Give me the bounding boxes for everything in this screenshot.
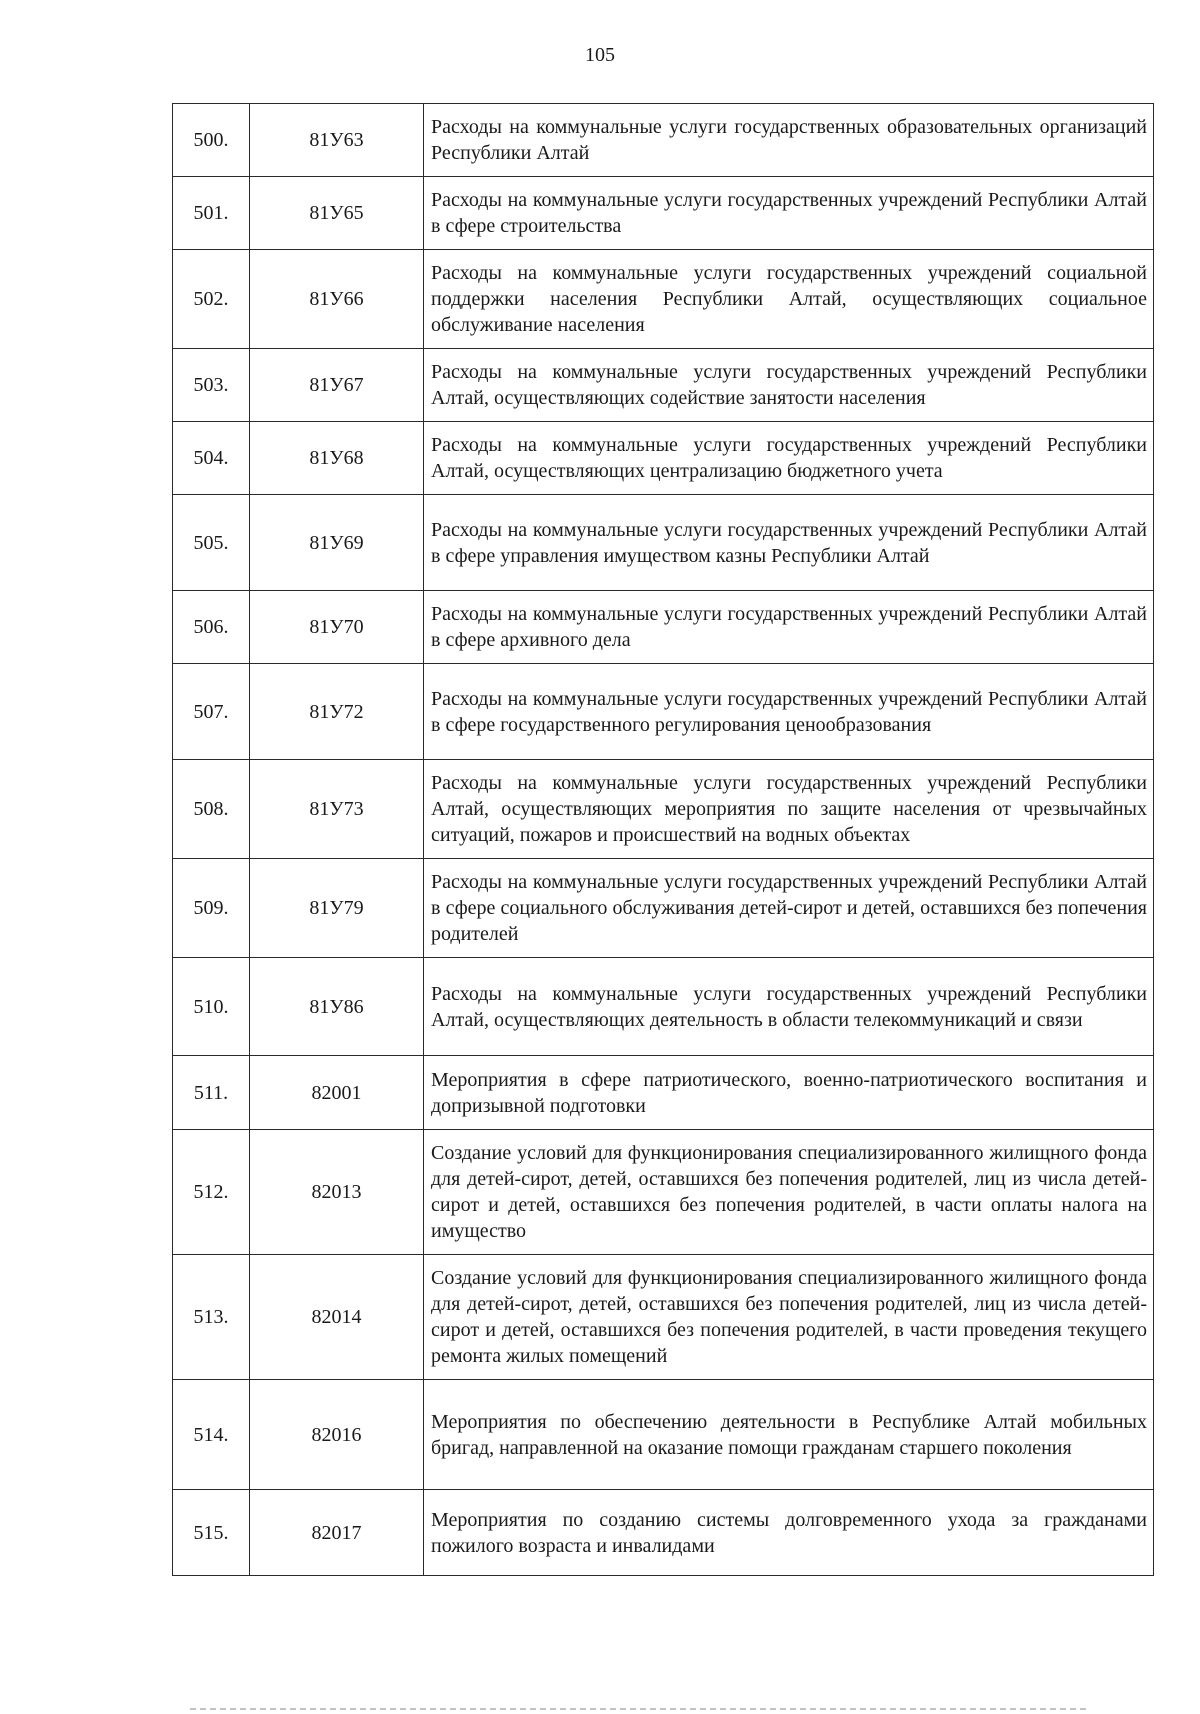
table-row	[173, 591, 1154, 664]
expense-description: Мероприятия по обеспечению деятельности в Республике Алтай мобильных бригад, направленной на оказание помощи гражданам старшего поколения	[424, 1380, 1154, 1490]
table-row	[173, 664, 1154, 760]
table-body	[173, 104, 1154, 1576]
row-number: 512.	[173, 1130, 250, 1255]
expense-code: 81У67	[250, 349, 424, 422]
table-row	[173, 1380, 1154, 1490]
budget-codes-table	[172, 103, 1154, 1576]
page-number: 105	[585, 44, 615, 66]
expense-code: 81У66	[250, 250, 424, 349]
table-row	[173, 177, 1154, 250]
row-number: 507.	[173, 664, 250, 760]
expense-code: 81У65	[250, 177, 424, 250]
row-number: 504.	[173, 422, 250, 495]
expense-description: Расходы на коммунальные услуги государственных учреждений Республики Алтай, осуществляющих содействие занятости населения	[424, 349, 1154, 422]
expense-code: 81У72	[250, 664, 424, 760]
table-row	[173, 958, 1154, 1056]
row-number: 508.	[173, 760, 250, 859]
expense-code: 81У73	[250, 760, 424, 859]
expense-code: 81У63	[250, 104, 424, 177]
row-number: 509.	[173, 859, 250, 958]
expense-description: Создание условий для функционирования специализированного жилищного фонда для детей-сирот, детей, оставшихся без попечения родителей, лиц из числа детей-сирот и детей, оставшихся без попечения родителей, в части проведения текущего ремонта жилых помещений	[424, 1255, 1154, 1380]
table-row	[173, 104, 1154, 177]
expense-code: 82017	[250, 1490, 424, 1576]
expense-code: 82001	[250, 1056, 424, 1130]
table-row	[173, 495, 1154, 591]
table-row	[173, 1056, 1154, 1130]
row-number: 515.	[173, 1490, 250, 1576]
row-number: 513.	[173, 1255, 250, 1380]
table-row	[173, 349, 1154, 422]
expense-code: 81У69	[250, 495, 424, 591]
table-row	[173, 250, 1154, 349]
table-row	[173, 1490, 1154, 1576]
expense-description: Расходы на коммунальные услуги государственных учреждений Республики Алтай в сфере государственного регулирования ценообразования	[424, 664, 1154, 760]
row-number: 506.	[173, 591, 250, 664]
table-row	[173, 859, 1154, 958]
expense-description: Расходы на коммунальные услуги государственных учреждений Республики Алтай в сфере управления имуществом казны Республики Алтай	[424, 495, 1154, 591]
row-number: 500.	[173, 104, 250, 177]
expense-description: Расходы на коммунальные услуги государственных учреждений Республики Алтай в сфере строительства	[424, 177, 1154, 250]
expense-description: Расходы на коммунальные услуги государственных учреждений Республики Алтай в сфере социального обслуживания детей-сирот и детей, оставшихся без попечения родителей	[424, 859, 1154, 958]
row-number: 514.	[173, 1380, 250, 1490]
row-number: 503.	[173, 349, 250, 422]
expense-description: Расходы на коммунальные услуги государственных образовательных организаций Республики Алтай	[424, 104, 1154, 177]
expense-description: Расходы на коммунальные услуги государственных учреждений социальной поддержки населения Республики Алтай, осуществляющих социальное обслуживание населения	[424, 250, 1154, 349]
expense-description: Расходы на коммунальные услуги государственных учреждений Республики Алтай в сфере архивного дела	[424, 591, 1154, 664]
row-number: 510.	[173, 958, 250, 1056]
expense-code: 82014	[250, 1255, 424, 1380]
expense-description: Мероприятия по созданию системы долговременного ухода за гражданами пожилого возраста и инвалидами	[424, 1490, 1154, 1576]
expense-code: 82016	[250, 1380, 424, 1490]
scan-artifact-line	[190, 1708, 1090, 1710]
table-row	[173, 422, 1154, 495]
expense-description: Создание условий для функционирования специализированного жилищного фонда для детей-сирот, детей, оставшихся без попечения родителей, лиц из числа детей-сирот и детей, оставшихся без попечения родителей, в части оплаты налога на имущество	[424, 1130, 1154, 1255]
table-row	[173, 1255, 1154, 1380]
expense-description: Расходы на коммунальные услуги государственных учреждений Республики Алтай, осуществляющих мероприятия по защите населения от чрезвычайных ситуаций, пожаров и происшествий на водных объектах	[424, 760, 1154, 859]
expense-description: Расходы на коммунальные услуги государственных учреждений Республики Алтай, осуществляющих централизацию бюджетного учета	[424, 422, 1154, 495]
expense-code: 81У68	[250, 422, 424, 495]
expense-code: 82013	[250, 1130, 424, 1255]
expense-code: 81У70	[250, 591, 424, 664]
row-number: 511.	[173, 1056, 250, 1130]
row-number: 505.	[173, 495, 250, 591]
expense-code: 81У79	[250, 859, 424, 958]
expense-description: Расходы на коммунальные услуги государственных учреждений Республики Алтай, осуществляющих деятельность в области телекоммуникаций и связи	[424, 958, 1154, 1056]
row-number: 502.	[173, 250, 250, 349]
table-row	[173, 760, 1154, 859]
expense-description: Мероприятия в сфере патриотического, военно-патриотического воспитания и допризывной подготовки	[424, 1056, 1154, 1130]
row-number: 501.	[173, 177, 250, 250]
expense-code: 81У86	[250, 958, 424, 1056]
table-row	[173, 1130, 1154, 1255]
